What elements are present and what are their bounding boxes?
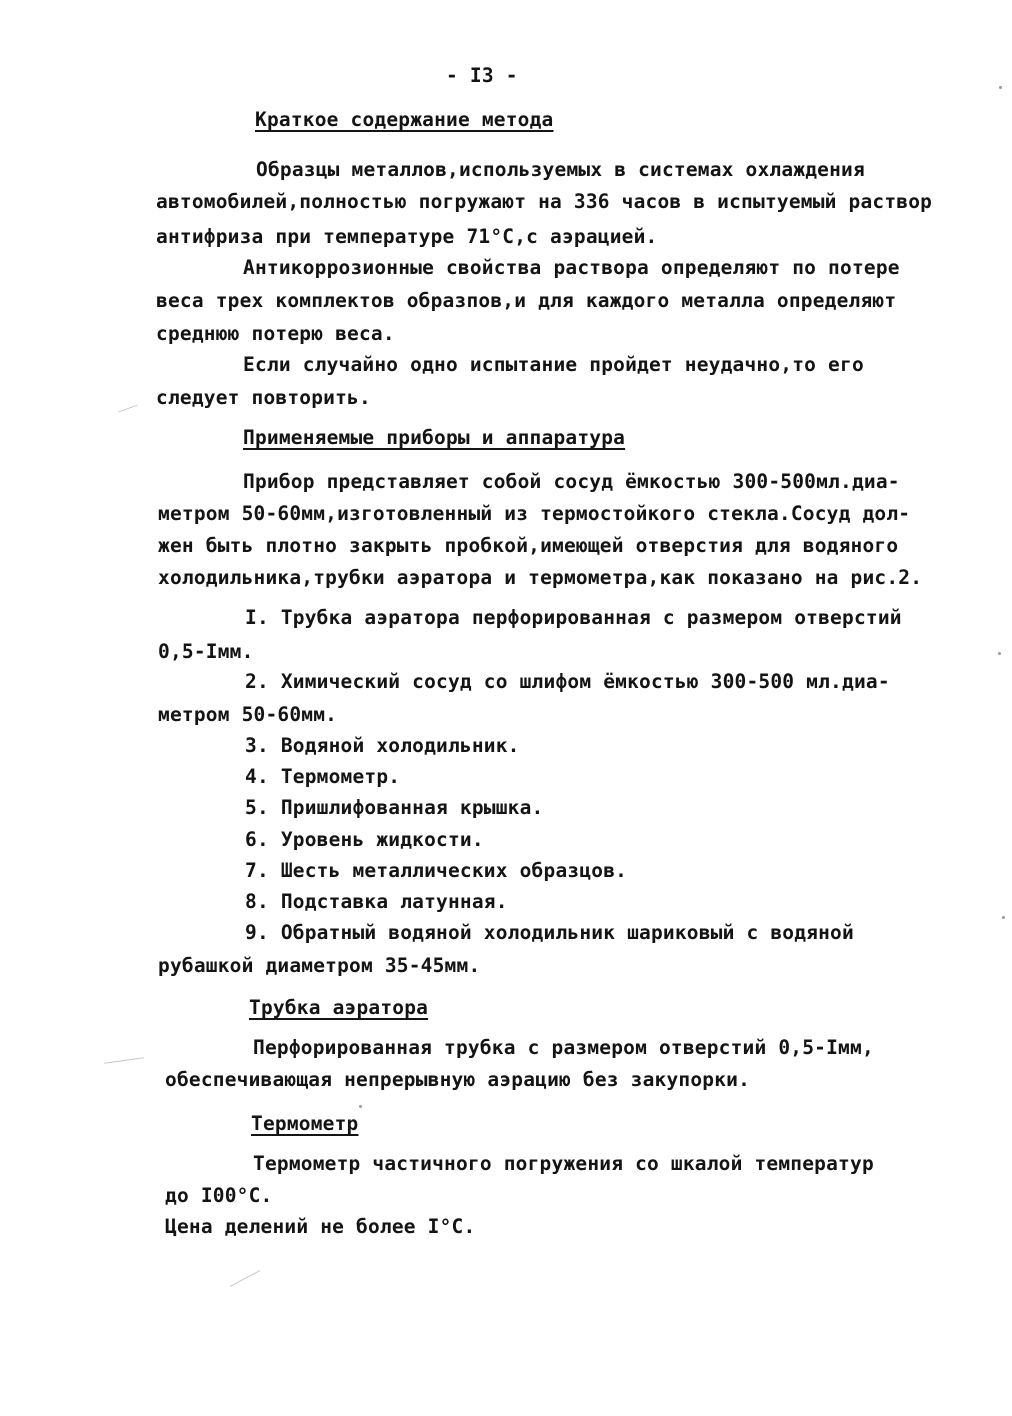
apparatus-item: 8. Подставка латунная. <box>245 890 508 913</box>
thermometer-heading: Термометр <box>251 1112 359 1135</box>
apparatus-item: 9. Обратный водяной холодильник шариковый с водяной <box>245 921 854 944</box>
thermometer-line: Термометр частичного погружения со шкалой температур <box>253 1152 874 1175</box>
page-number: - I3 - <box>446 64 518 87</box>
scan-smudge <box>118 405 137 413</box>
summary-line: следует повторить. <box>156 386 371 409</box>
apparatus-item: рубашкой диаметром 35-45мм. <box>158 954 481 977</box>
apparatus-item: 2. Химический сосуд со шлифом ёмкостью 300-500 мл.диа- <box>245 670 890 693</box>
aerator-line: обеспечивающая непрерывную аэрацию без закупорки. <box>165 1068 751 1091</box>
scan-speck <box>359 1105 362 1108</box>
scan-smudge <box>230 1270 260 1287</box>
apparatus-line: метром 50-60мм,изготовленный из термостойкого стекла.Сосуд дол- <box>158 502 911 525</box>
thermometer-line: до I00°С. <box>165 1184 273 1207</box>
apparatus-line: жен быть плотно закрыть пробкой,имеющей отверстия для водяного <box>158 534 899 557</box>
apparatus-item: 3. Водяной холодильник. <box>245 734 520 757</box>
scan-smudge <box>104 1057 144 1064</box>
apparatus-item: 0,5-Iмм. <box>158 640 254 663</box>
apparatus-item: 7. Шесть металлических образцов. <box>245 859 628 882</box>
aerator-heading: Трубка аэратора <box>249 996 429 1019</box>
thermometer-line: Цена делений не более I°С. <box>165 1215 476 1238</box>
apparatus-item: 6. Уровень жидкости. <box>245 828 484 851</box>
summary-line: среднюю потерю веса. <box>156 322 395 345</box>
aerator-line: Перфорированная трубка с размером отверстий 0,5-Iмм, <box>253 1036 874 1059</box>
apparatus-item: метром 50-60мм. <box>158 703 338 726</box>
apparatus-item: I. Трубка аэратора перфорированная с размером отверстий <box>245 606 902 629</box>
summary-line: антифриза при температуре 71°С,с аэрацией. <box>156 225 658 248</box>
summary-line: Образцы металлов,используемых в системах охлаждения <box>256 158 865 181</box>
summary-line: веса трех комплектов образпов,и для каждого металла определяют <box>156 289 897 312</box>
apparatus-item: 5. Пришлифованная крышка. <box>245 796 544 819</box>
summary-line: Антикоррозионные свойства раствора определяют по потере <box>243 256 900 279</box>
summary-line: Если случайно одно испытание пройдет неудачно,то его <box>243 353 864 376</box>
scan-speck <box>998 652 1001 655</box>
apparatus-line: Прибор представляет собой сосуд ёмкостью 300-500мл.диа- <box>243 470 900 493</box>
scan-speck <box>999 86 1002 89</box>
summary-heading: Краткое содержание метода <box>255 108 554 131</box>
apparatus-item: 4. Термометр. <box>245 765 401 788</box>
apparatus-line: холодильника,трубки аэратора и термометра,как показано на рис.2. <box>158 566 923 589</box>
apparatus-heading: Применяемые приборы и аппаратура <box>243 426 626 449</box>
summary-line: автомобилей,полностью погружают на 336 часов в испытуемый раствор <box>156 190 933 213</box>
scan-speck <box>1002 916 1005 919</box>
